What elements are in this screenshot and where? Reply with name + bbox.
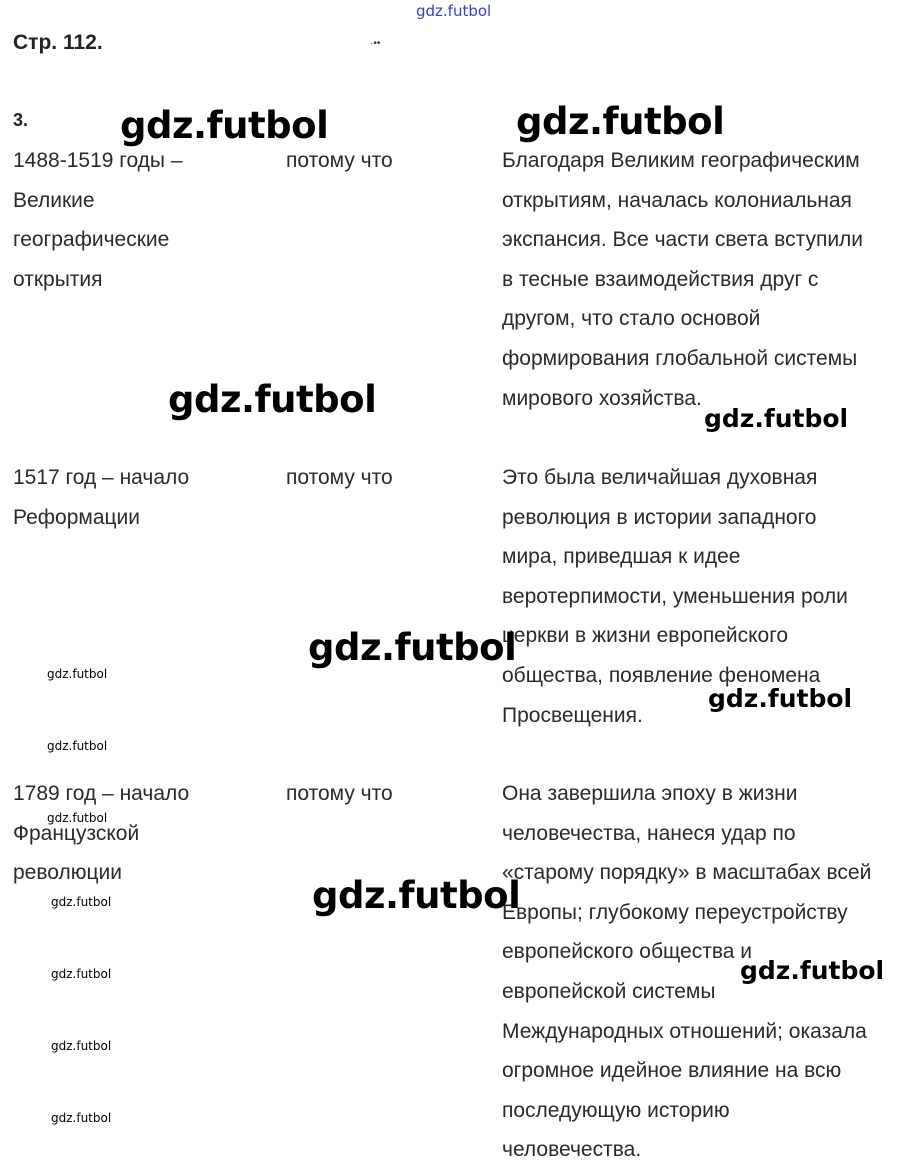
entry-1-reason [502, 141, 863, 418]
reason-line: общества, появление феномена [502, 663, 821, 687]
scan-artifact: ·•• [370, 38, 381, 49]
event-line: открытия [13, 267, 103, 291]
reason-line: формирования глобальной системы [502, 346, 858, 370]
entry-2-event [13, 458, 189, 537]
watermark: gdz.futbol [516, 100, 725, 143]
reason-line: Европы; глубокому переустройству [502, 900, 848, 924]
event-line: 1517 год – начало [13, 466, 190, 489]
entry-3-connector: потому что [286, 782, 393, 805]
watermark: gdz.futbol [120, 104, 329, 147]
event-line: революции [13, 861, 122, 885]
watermark: gdz.futbol [47, 739, 108, 753]
watermark: gdz.futbol [168, 378, 377, 421]
page-label: Стр. 112. [13, 31, 103, 54]
watermark: gdz.futbol [51, 1111, 112, 1125]
event-line: 1789 год – начало [13, 782, 190, 805]
watermark: gdz.futbol [416, 2, 492, 20]
reason-line: Международных отношений; оказала [502, 1019, 867, 1043]
reason-line: открытиям, началась колониальная [502, 188, 852, 212]
reason-line: веротерпимости, уменьшения роли [502, 584, 848, 608]
reason-line: человечества, нанеся удар по [502, 821, 796, 845]
watermark: gdz.futbol [51, 895, 112, 909]
reason-line: Просвещения. [502, 703, 643, 727]
reason-line: революция в истории западного [502, 505, 817, 529]
reason-line: мира, приведшая к идее [502, 545, 741, 569]
entry-3-event [13, 774, 189, 893]
watermark: gdz.futbol [51, 967, 112, 981]
watermark: gdz.futbol [740, 956, 885, 985]
watermark: gdz.futbol [308, 626, 517, 669]
watermark: gdz.futbol [47, 667, 108, 681]
reason-line: европейской системы [502, 979, 716, 1003]
reason-line: европейского общества и [502, 940, 753, 964]
reason-line: Это была величайшая духовная [502, 466, 818, 489]
watermark: gdz.futbol [47, 811, 108, 825]
reason-line: последующую историю [502, 1098, 730, 1122]
reason-line: человечества. [502, 1138, 642, 1162]
event-line: Реформации [13, 505, 141, 529]
watermark: gdz.futbol [51, 1039, 112, 1053]
task-number: 3. [13, 110, 29, 130]
reason-line: Благодаря Великим географическим [502, 149, 860, 172]
reason-line: Она завершила эпоху в жизни [502, 782, 798, 805]
watermark: gdz.futbol [312, 874, 521, 917]
reason-line: церкви в жизни европейского [502, 624, 789, 648]
entry-1-connector: потому что [286, 149, 393, 172]
event-line: 1488-1519 годы – [13, 149, 183, 172]
reason-line: экспансия. Все части света вступили [502, 228, 864, 252]
reason-line: мирового хозяйства. [502, 386, 702, 410]
event-line: географические [13, 228, 170, 252]
reason-line: в тесные взаимодействия друг с [502, 267, 819, 291]
reason-line: другом, что стало основой [502, 307, 761, 331]
reason-line: «старому порядку» в масштабах всей [502, 861, 872, 885]
entry-1-event [13, 141, 183, 299]
entry-2-connector: потому что [286, 466, 393, 489]
watermark: gdz.futbol [704, 404, 849, 433]
event-line: Великие [13, 188, 95, 212]
event-line: Французской [13, 821, 140, 845]
reason-line: огромное идейное влияние на всю [502, 1059, 842, 1083]
watermark: gdz.futbol [708, 684, 853, 713]
